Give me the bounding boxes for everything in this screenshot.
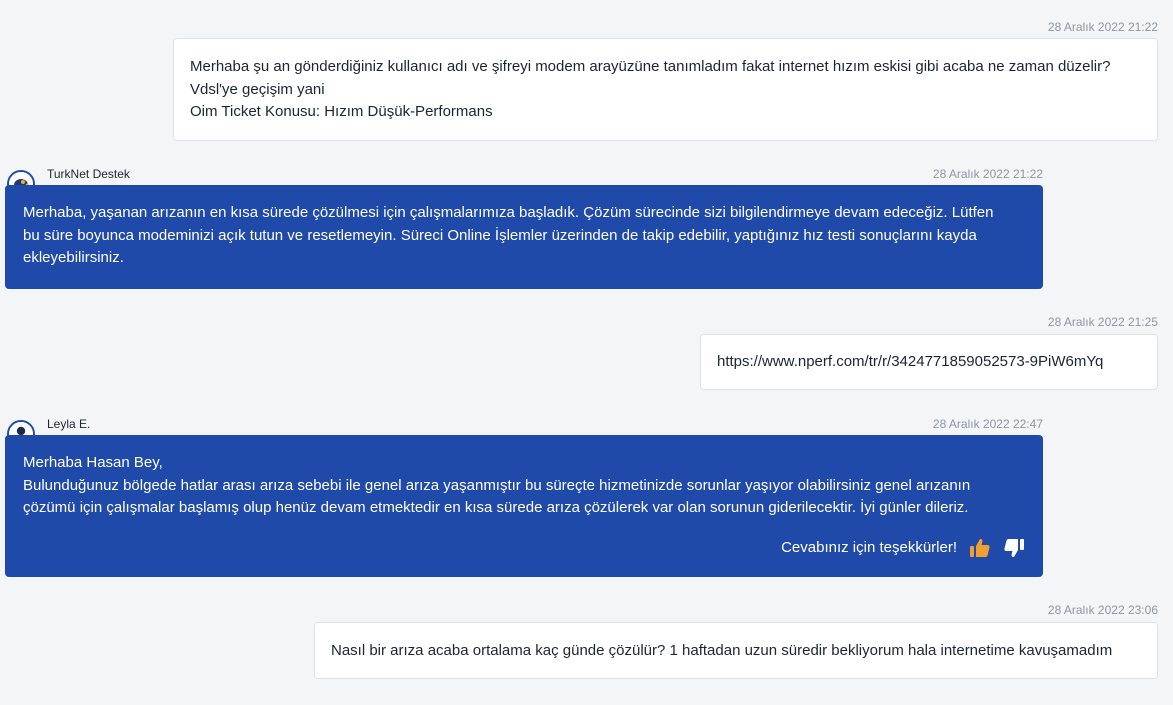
thumbs-up-icon[interactable] <box>969 537 991 559</box>
message-text-line: Bulunduğunuz bölgede hatlar arası arıza sebebi ile genel arıza yaşanmıştır bu süreçte hizmetinizde sorunlar yaşıyor olabilirsiniz genel arızanın <box>23 476 971 494</box>
message-text-line: Vdsl'ye geçişim yani <box>190 80 325 98</box>
agent-name: Leyla E. <box>47 417 91 431</box>
message-text-line: Oim Ticket Konusu: Hızım Düşük-Performans <box>190 103 493 120</box>
message-link-text[interactable]: https://www.nperf.com/tr/r/3424771859052573-9PiW6mYq <box>717 353 1104 370</box>
message-timestamp: 28 Aralık 2022 21:22 <box>932 167 1043 181</box>
message-timestamp: 28 Aralık 2022 23:06 <box>1047 603 1158 617</box>
agent-message-bubble <box>5 185 1043 289</box>
user-message-bubble <box>314 622 1158 679</box>
message-text-line: çözümü için çalışmalar başlamış olup henüz devam etmektedir en kısa sürede arıza çözülerek var olan sorunun giderilecektir. İyi günler dileriz. <box>23 499 969 516</box>
message-text-line: Merhaba, yaşanan arızanın en kısa sürede çözülmesi için çalışmalarımıza başladık. Çözüm sürecinde sizi bilgilendirmeye devam edeceğiz. Lütfen <box>23 204 994 221</box>
agent-message-bubble <box>5 435 1043 577</box>
message-text-line: ekleyebilirsiniz. <box>23 249 124 266</box>
message-text-line: Merhaba şu an gönderdiğiniz kullanıcı adı ve şifreyi modem arayüzüne tanımladım fakat internet hızım eskisi gibi acaba ne zaman düzelir? <box>190 58 1111 75</box>
user-message-bubble <box>173 38 1158 141</box>
message-text-line: Nasıl bir arıza acaba ortalama kaç günde çözülür? 1 haftadan uzun süredir bekliyorum hala internetime kavuşamadım <box>331 642 1113 659</box>
agent-name: TurkNet Destek <box>47 167 130 181</box>
feedback-bar <box>781 537 1025 560</box>
message-text-line: bu süre boyunca modeminizi açık tutun ve resetlemeyin. Süreci Online İşlemler üzerinden de takip edebilir, yaptığınız hız testi sonuçlarını kayda <box>23 226 977 244</box>
message-timestamp: 28 Aralık 2022 21:22 <box>1047 20 1158 34</box>
thumbs-down-icon[interactable] <box>1003 537 1025 559</box>
message-timestamp: 28 Aralık 2022 22:47 <box>932 417 1043 431</box>
feedback-label: Cevabınız için teşekkürler! <box>781 538 957 556</box>
message-text-line: Merhaba Hasan Bey, <box>23 454 163 471</box>
user-message-bubble <box>700 334 1158 390</box>
message-timestamp: 28 Aralık 2022 21:25 <box>1047 315 1158 329</box>
